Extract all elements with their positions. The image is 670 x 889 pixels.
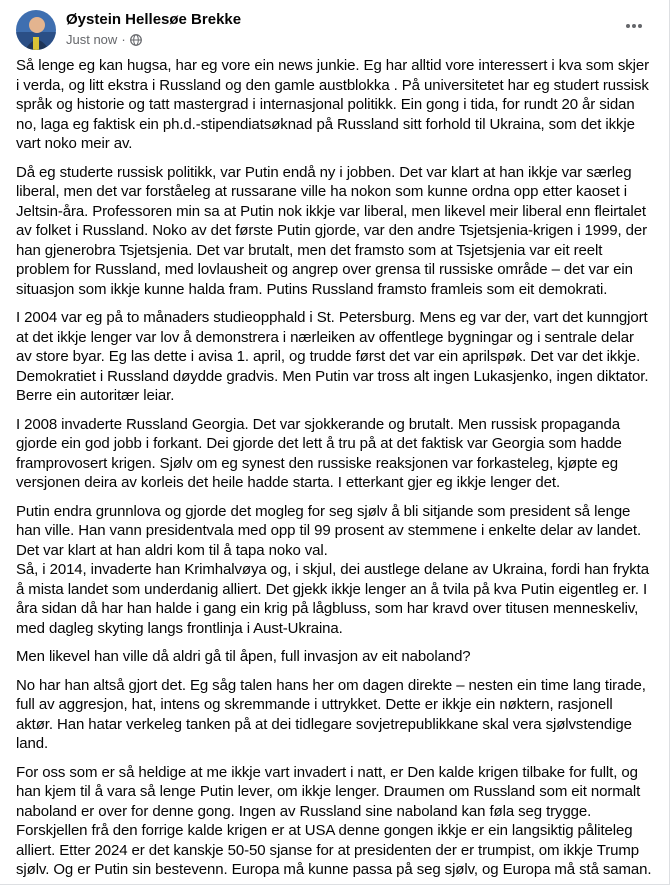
post-body xyxy=(16,56,652,889)
post-paragraph: Putin endra grunnlova og gjorde det mogleg for seg sjølv å bli sitjande som president så lenge han ville. Han vann presidentvala med opp til 99 prosent av stemmene i enkelte delar av landet. Det var klart at han aldri kom til å tapa noko val. xyxy=(16,502,642,559)
avatar-image xyxy=(16,10,56,50)
post-header xyxy=(16,8,646,52)
avatar[interactable] xyxy=(16,10,56,50)
post-paragraph: Forskjellen frå den forrige kalde krigen er at USA denne gongen ikkje er ein langsiktig påliteleg alliert. Etter 2024 er det kanskje 50-50 sjanse for at presidenten der er trumpist, om ikkje Trump sjølv. Og er Putin sin bestevenn. Europa må kunne passa på seg sjølv, og Europa må stå saman. xyxy=(16,822,652,878)
post-paragraph: Så, i 2014, invaderte han Krimhalvøya og, i skjul, dei austlege delane av Ukraina, fordi han frykta å mista landet som underdanig alliert. Det gjekk ikkje lenger an å tvila på kva Putin eigentleg er. I åra sidan då har han halde i gang ein krig på lågbluss, som har kravd over titusen menneskeliv, med dagleg skyting langs frontlinja i Aust-Ukraina. xyxy=(16,561,649,637)
post-paragraph: Men likevel han ville då aldri gå til åpen, full invasjon av eit naboland? xyxy=(16,648,471,665)
meta-separator: · xyxy=(121,32,126,47)
post-paragraph: Då eg studerte russisk politikk, var Putin endå ny i jobben. Det var klart at han ikkje var særleg liberal, men det var forståeleg at russarane ville ha nokon som kunne ordna opp etter kaoset i Jeltsin-åra. Professoren min sa at Putin nok ikkje var liberal, men likevel meir liberal enn fleirtalet av folket i Russland. Noko av det første Putin gjorde, var den andre Tsjetsjenia-krigen i 1999, der han gjenerobra Tsjetsjenia. Det var brutalt, men det framsto som at Tsjetsjenia var eit reelt problem for Russland, med lovlausheit og angrep over grensa til russiske område – det var ein situasjon som ikkje kunne halda fram. Putins Russland framsto framleis som eit demokrati. xyxy=(16,163,647,298)
post-timestamp[interactable]: Just now xyxy=(66,32,118,47)
post-paragraph: No har han altså gjort det. Eg såg talen hans her om dagen direkte – nesten ein time lang tirade, full av aggresjon, hat, intens og skremmande i uttrykket. Dette er ikkje ein nøktern, rasjonell aktør. Han hatar verkeleg tanken på at dei tidlegare sovjetrepublikkane skal vera sjølvstendige land. xyxy=(16,676,646,752)
more-options-button[interactable] xyxy=(618,10,650,42)
post-paragraph: I 2008 invaderte Russland Georgia. Det var sjokkerande og brutalt. Men russisk propaganda gjorde ein god jobb i forkant. Dei gjorde det lett å tru på at det faktisk var Georgia som hadde framprovosert krigen. Sjølv om eg synest den russiske reaksjonen var forkasteleg, kjøpte eg versjonen deira av korleis det heile hadde starta. I etterkant gjer eg ikkje lenger det. xyxy=(16,415,622,491)
author-name[interactable]: Øystein Hellesøe Brekke xyxy=(66,11,242,28)
post-meta xyxy=(66,32,142,47)
post-paragraph: Så lenge eg kan hugsa, har eg vore ein news junkie. Eg har alltid vore interessert i kva som skjer i verda, og litt ekstra i Russland og den gamle austblokka . På universitetet har eg studert russisk språk og historie og tatt mastergrad i internasjonal politikk. Ein gong i tida, for rundt 20 år sidan no, laga eg faktisk ein ph.d.-stipendiatsøknad på Russland sitt forhold til Ukraina, som det ikkje vart noko meir av. xyxy=(16,57,650,152)
more-horizontal-icon xyxy=(624,16,644,36)
globe-icon xyxy=(130,34,142,46)
post-paragraph: For oss som er så heldige at me ikkje vart invadert i natt, er Den kalde krigen tilbake for fullt, og han kjem til å vara så lenge Putin lever, om ikkje lenger. Draumen om Russland som eit normalt naboland er over for denne gong. Ingen av Russland sine naboland kan føla seg trygge. xyxy=(16,763,641,820)
post-paragraph: I 2004 var eg på to månaders studieopphald i St. Petersburg. Mens eg var der, vart det kunngjort at det ikkje lenger var lov å demonstrera i nærleiken av offentlege bygningar og i sentrale delar av store byar. Eg las dette i avisa 1. april, og trudde først det var ein aprilspøk. Det var det ikkje. Demokratiet i Russland døydde gradvis. Men Putin var tross alt ingen Lukasjenko, ingen diktator. Berre ein autoritær leiar. xyxy=(16,309,649,404)
